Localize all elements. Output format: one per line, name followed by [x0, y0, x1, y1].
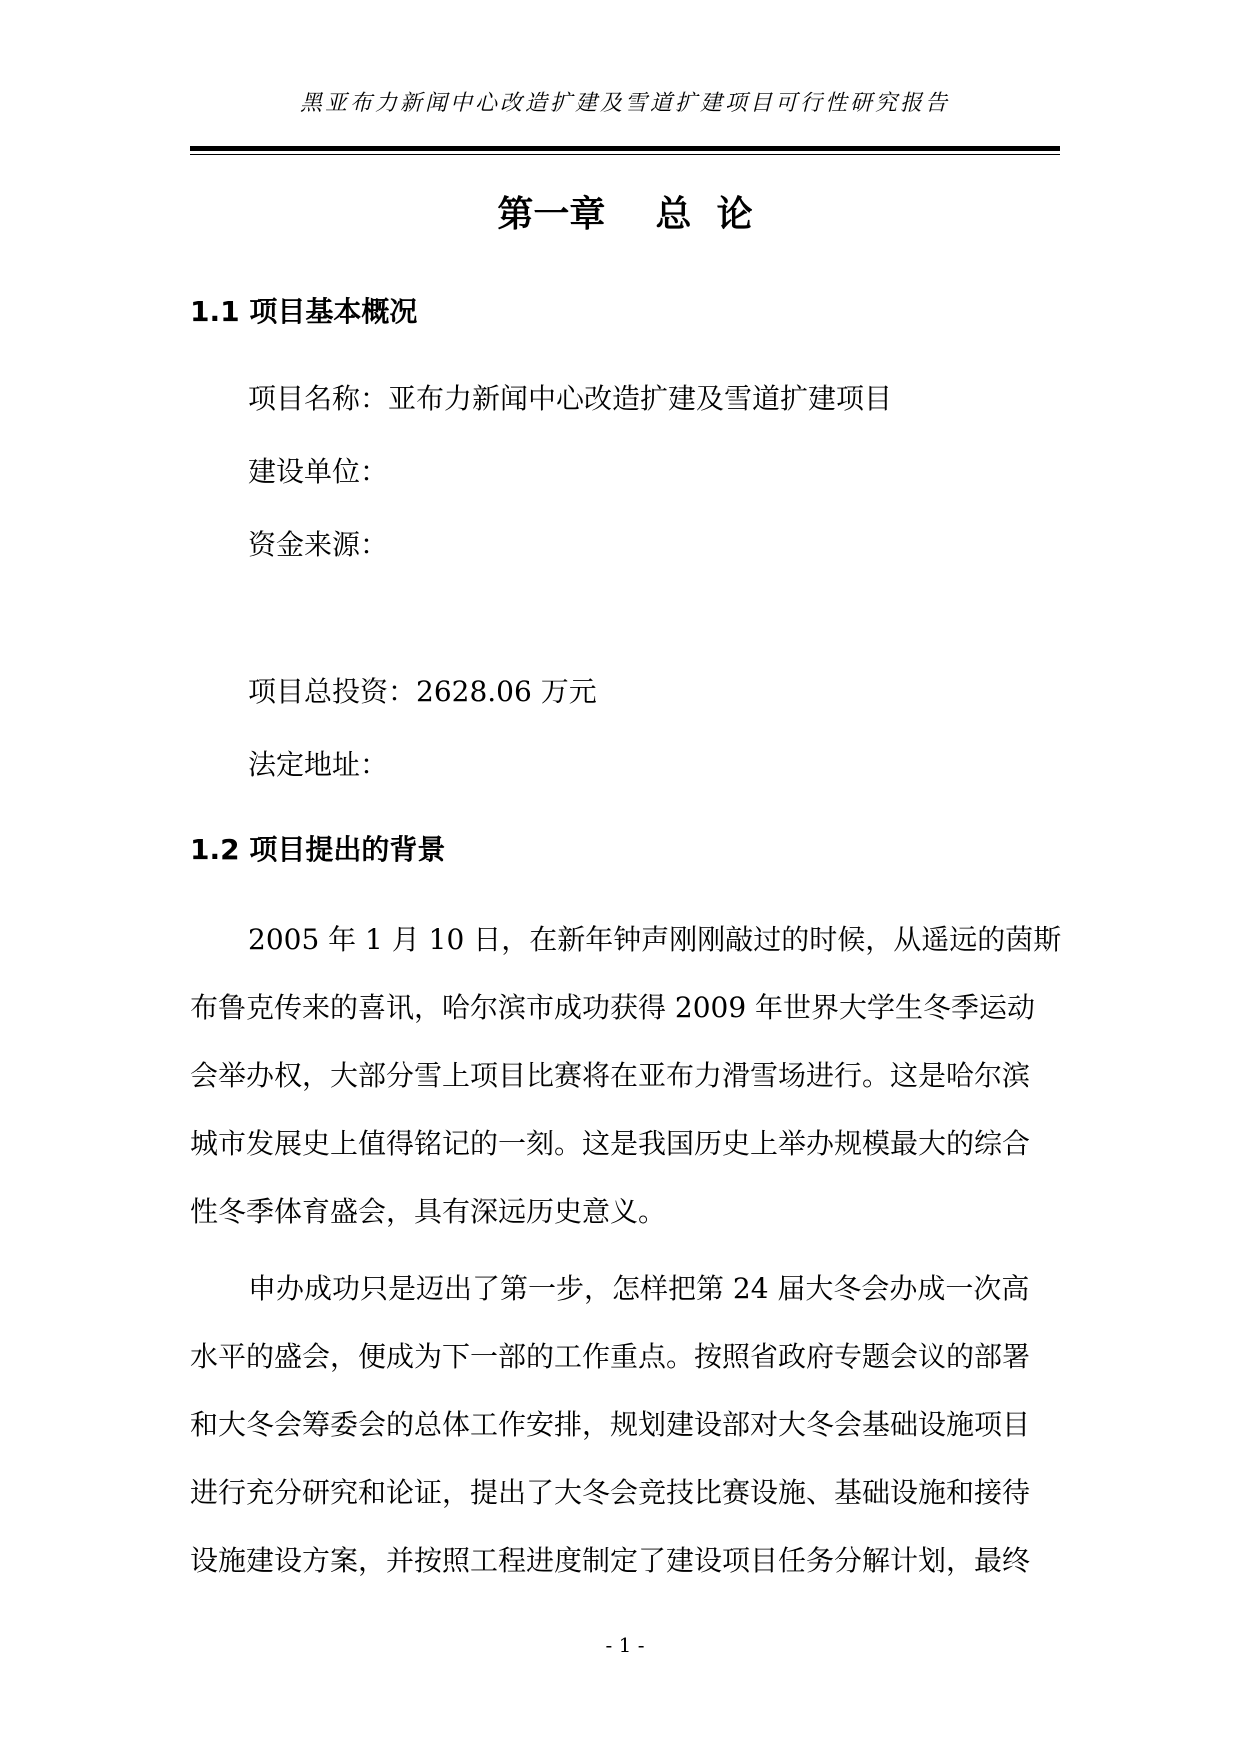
- header-rule-thin: [190, 154, 1060, 155]
- header-rule-thick: [190, 146, 1060, 151]
- paragraph-line: 进行充分研究和论证，提出了大冬会竞技比赛设施、基础设施和接待: [190, 1476, 1031, 1509]
- info-project-name: 项目名称：亚布力新闻中心改造扩建及雪道扩建项目: [248, 382, 893, 415]
- paragraph-line: 会举办权，大部分雪上项目比赛将在亚布力滑雪场进行。这是哈尔滨: [190, 1059, 1031, 1092]
- page-number: - 1 -: [605, 1633, 645, 1657]
- paragraph-line: 和大冬会筹委会的总体工作安排，规划建设部对大冬会基础设施项目: [190, 1408, 1031, 1441]
- chapter-title: 第一章 总 论: [497, 194, 753, 235]
- info-funding-source: 资金来源：: [248, 528, 389, 561]
- paragraph-line: 水平的盛会，便成为下一部的工作重点。按照省政府专题会议的部署: [190, 1340, 1031, 1373]
- paragraph-line: 2005 年 1 月 10 日，在新年钟声刚刚敲过的时候，从遥远的茵斯: [248, 923, 1062, 956]
- info-construction-unit: 建设单位：: [248, 455, 389, 488]
- running-header: 黑亚布力新闻中心改造扩建及雪道扩建项目可行性研究报告: [299, 91, 950, 116]
- paragraph-line: 城市发展史上值得铭记的一刻。这是我国历史上举办规模最大的综合: [190, 1127, 1031, 1160]
- info-legal-address: 法定地址：: [248, 748, 389, 781]
- paragraph-line: 布鲁克传来的喜讯，哈尔滨市成功获得 2009 年世界大学生冬季运动: [190, 991, 1036, 1024]
- paragraph-background-1: [190, 906, 1060, 1246]
- section-heading-1-2: 1.2 项目提出的背景: [190, 833, 446, 866]
- paragraph-line: 申办成功只是迈出了第一步，怎样把第 24 届大冬会办成一次高: [248, 1272, 1030, 1305]
- paragraph-background-2: [190, 1255, 1060, 1595]
- paragraph-line: 性冬季体育盛会，具有深远历史意义。: [190, 1195, 667, 1228]
- info-total-investment: 项目总投资：2628.06 万元: [248, 675, 597, 708]
- paragraph-line: 设施建设方案，并按照工程进度制定了建设项目任务分解计划，最终: [190, 1544, 1031, 1577]
- section-heading-1-1: 1.1 项目基本概况: [190, 295, 418, 328]
